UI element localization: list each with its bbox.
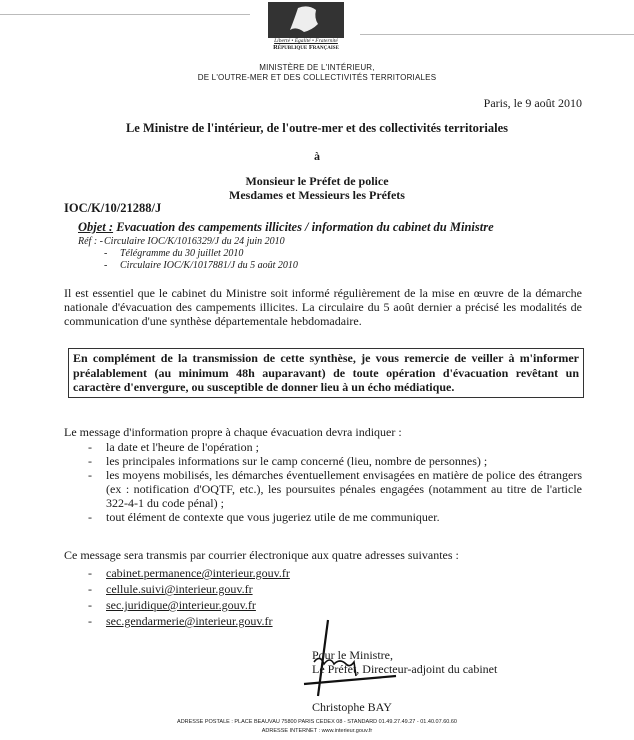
ref-item: - Télégramme du 30 juillet 2010 [104, 248, 298, 260]
ref-label: Réf : - [78, 236, 103, 247]
ministry-line1: MINISTÈRE DE L'INTÉRIEUR, [259, 63, 375, 72]
ref-item: Circulaire IOC/K/1016329/J du 24 juin 2010 [104, 236, 285, 247]
message-item: - les principales informations sur le camp concerné (lieu, nombre de personnes) ; [82, 454, 582, 468]
message-item: - tout élément de contexte que vous jugeriez utile de me communiquer. [82, 510, 582, 524]
email-intro: Ce message sera transmis par courrier électronique aux quatre adresses suivantes : [64, 548, 459, 562]
signature-line2: Le Préfet, Directeur-adjoint du cabinet [312, 662, 498, 676]
ref-list [104, 236, 298, 272]
republic-label: République Française [273, 44, 339, 51]
scan-line [0, 14, 250, 15]
boxed-paragraph: En complément de la transmission de cette synthèse, je vous remercie de veiller à m'informer préalablement (au minimum 48h auparavant) de toute opération d'évacuation revêtant un caractère d'envergure, ou susceptible de donner lieu à un écho médiatique. [68, 348, 584, 398]
message-item: - les moyens mobilisés, les démarches éventuellement envisagées en matière de police des étrangers (ex : notification d'OQTF, etc.), les poursuites pénales engagées (notamment au titre de l'article 322-4-1 du code pénal) ; [82, 468, 582, 510]
ref-item: - Circulaire IOC/K/1017881/J du 5 août 2010 [104, 260, 298, 272]
signatory-name: Christophe BAY [312, 700, 392, 714]
email-link[interactable]: cabinet.permanence@interieur.gouv.fr [106, 566, 290, 580]
recipient-1: Monsieur le Préfet de police [245, 174, 389, 188]
email-link[interactable]: sec.juridique@interieur.gouv.fr [106, 598, 256, 612]
objet-label: Objet : [78, 220, 114, 234]
place-date: Paris, le 9 août 2010 [483, 96, 582, 110]
footer-internet: ADRESSE INTERNET : www.interieur.gouv.fr [261, 728, 373, 734]
email-link[interactable]: sec.gendarmerie@interieur.gouv.fr [106, 614, 273, 628]
sender: Le Ministre de l'intérieur, de l'outre-mer et des collectivités territoriales [125, 121, 509, 135]
to-word: à [314, 149, 320, 163]
signature-line1: Pour le Ministre, [312, 648, 393, 662]
motto: Liberté • Égalité • Fraternité [274, 38, 338, 44]
email-list [82, 565, 482, 629]
email-link[interactable]: cellule.suivi@interieur.gouv.fr [106, 582, 253, 596]
ministry-line2: DE L'OUTRE-MER ET DES COLLECTIVITÉS TERRITORIALES [197, 73, 437, 82]
recipient-2: Mesdames et Messieurs les Préfets [229, 188, 405, 202]
message-item: - la date et l'heure de l'opération ; [82, 440, 582, 454]
footer-address: ADRESSE POSTALE : PLACE BEAUVAU 75800 PARIS CEDEX 08 - STANDARD 01.49.27.49.27 - 01.40.07.60.60 [177, 719, 457, 725]
message-intro: Le message d'information propre à chaque évacuation devra indiquer : [64, 425, 402, 439]
marianne-logo [268, 2, 344, 38]
paragraph-1: Il est essentiel que le cabinet du Ministre soit informé régulièrement de la mise en œuvre de la démarche nationale d'évacuation des campements illicites. La circulaire du 5 août dernier a précisé les modalités de communication d'une synthèse départementale hebdomadaire. [64, 286, 582, 328]
message-items [82, 440, 582, 524]
reference-number: IOC/K/10/21288/J [64, 201, 162, 215]
scan-line [360, 34, 634, 35]
objet-text: Evacuation des campements illicites / information du cabinet du Ministre [116, 220, 494, 234]
objet [78, 220, 494, 235]
